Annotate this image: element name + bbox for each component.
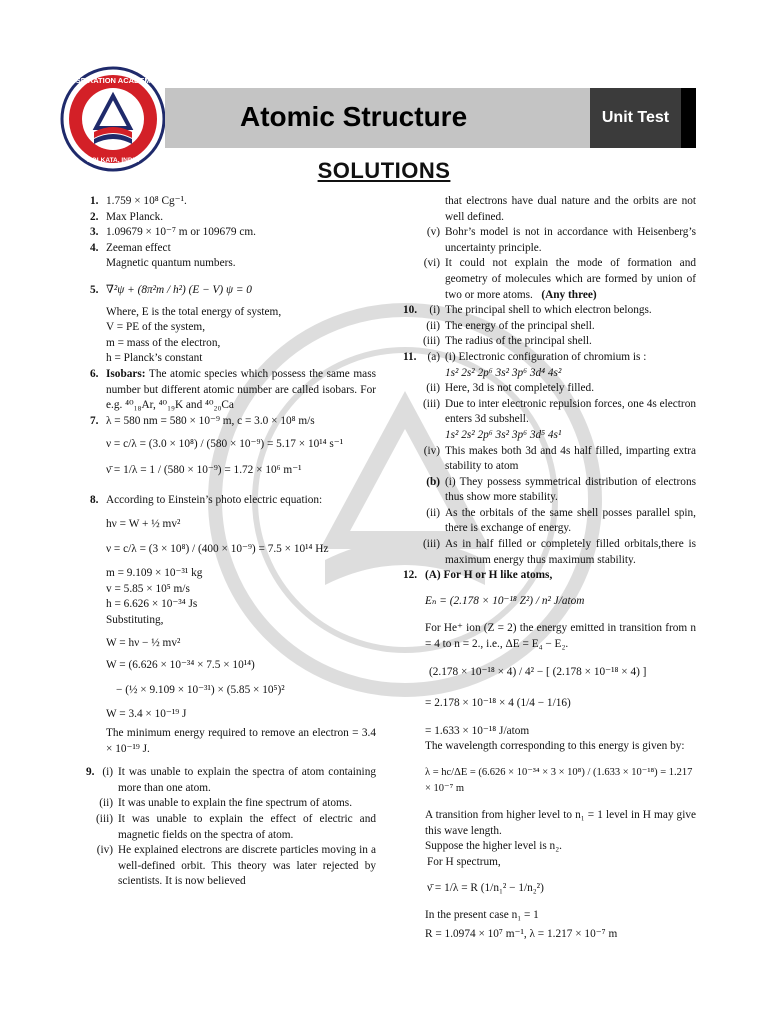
answer-5: 5. ∇²ψ + (8π²m / h²) (E − V) ψ = 0 bbox=[90, 283, 376, 299]
academy-logo bbox=[60, 66, 166, 172]
schrodinger-equation: ∇²ψ + (8π²m / h²) (E − V) ψ = 0 bbox=[106, 283, 252, 296]
answer-12-eq3: = 2.178 × 10⁻¹⁸ × 4 (1/4 − 1/16) bbox=[425, 697, 571, 710]
answer-7-eq2: ν̄ = 1/λ = 1 / (580 × 10⁻⁹) = 1.72 × 10⁶ m⁻¹ bbox=[106, 463, 302, 476]
logo-bottom-text: KOLKATA, INDIA bbox=[86, 157, 140, 164]
answer-8: 8. According to Einstein’s photo electric equation: bbox=[90, 493, 323, 506]
answer-9-iv: (iv) He explained electrons are discrete particles moving in a well-defined orbit. This theory was later rejected by scientists. It is now believed bbox=[96, 844, 376, 888]
answer-7: 7. λ = 580 nm = 580 × 10⁻⁹ m, c = 3.0 × 10⁸ m/s bbox=[90, 414, 315, 427]
answer-10-iii: (iii) The radius of the principal shell. bbox=[423, 335, 592, 348]
answer-10-i: (i) The principal shell to which electron belongs. bbox=[429, 304, 652, 317]
answer-11: 11. (a) (i) Electronic configuration of chromium is : 1s² 2s² 2p⁶ 3s² 3p⁶ 3d⁴ 4s² (ii) Here, 3d is not completely filled. (iii) Due to inter electronic repulsion forces, one 4s electron enters 3d subshell. 1s² 2s² 2p⁶ 3s² 3p⁶ 3d⁵ 4s¹ (iv) This makes both 3d and 4s half filled, imparting extra stability to atom bbox=[403, 350, 696, 475]
answer-8-eq9: − (½ × 9.109 × 10⁻³¹) × (5.85 × 10⁵)² bbox=[116, 683, 285, 696]
answer-9-vi: (vi) It could not explain the mode of formation and geometry of molecules which are formed by union of two or more atoms. (Any three) bbox=[423, 257, 696, 301]
answer-7-eq1: ν = c/λ = (3.0 × 10⁸) / (580 × 10⁻⁹) = 5.17 × 10¹⁴ s⁻¹ bbox=[106, 438, 344, 451]
answer-5-line3: m = mass of the electron, bbox=[106, 336, 221, 349]
tag-edge bbox=[681, 88, 696, 148]
answer-12: 12. (A) For H or H like atoms, bbox=[403, 569, 553, 582]
answer-8-eq8: W = (6.626 × 10⁻³⁴ × 7.5 × 10¹⁴) bbox=[106, 659, 255, 672]
answer-8-eq5: h = 6.626 × 10⁻³⁴ Js bbox=[106, 598, 198, 611]
answer-11-iii: (iii) Due to inter electronic repulsion forces, one 4s electron enters 3d subshell. 1s² 2s² 2p⁶ 3s² 3p⁶ 3d⁵ 4s¹ bbox=[423, 397, 696, 441]
answer-5-line2: V = PE of the system, bbox=[106, 321, 206, 334]
cr-config-2: 1s² 2s² 2p⁶ 3s² 3p⁶ 3d⁵ 4s¹ bbox=[445, 428, 562, 441]
answer-12-text4: Suppose the higher level is n₂. bbox=[425, 840, 562, 853]
answer-9-i: (i) It was unable to explain the spectra of atom containing more than one atom. bbox=[102, 766, 376, 794]
answer-2: 2. Max Planck. bbox=[90, 210, 164, 223]
answer-8-eq10: W = 3.4 × 10⁻¹⁹ J bbox=[106, 708, 187, 721]
answer-11-b: (b) (i) They possess symmetrical distribution of electrons thus show more stability. bbox=[426, 475, 696, 504]
answer-12-eq1: Eₙ = (2.178 × 10⁻¹⁸ Z²) / n² J/atom bbox=[425, 594, 585, 607]
answer-8-eq6: Substituting, bbox=[106, 614, 164, 627]
answer-12-eq7: R = 1.0974 × 10⁷ m⁻¹, λ = 1.217 × 10⁻⁷ m bbox=[425, 927, 618, 940]
answer-8-eq11: The minimum energy required to remove an electron = 3.4 × 10⁻¹⁹ J. bbox=[106, 727, 376, 755]
answer-12-text3: A transition from higher level to n₁ = 1 level in H may give this wave length. bbox=[425, 809, 696, 837]
answer-8-eq4: v = 5.85 × 10⁵ m/s bbox=[106, 582, 190, 595]
cr-config-1: 1s² 2s² 2p⁶ 3s² 3p⁶ 3d⁴ 4s² bbox=[445, 366, 562, 379]
unit-test-tag: Unit Test bbox=[590, 88, 681, 148]
answer-12-eq4: = 1.633 × 10⁻¹⁸ J/atom bbox=[425, 724, 530, 737]
answer-12-text5: For H spectrum, bbox=[427, 855, 501, 868]
answer-4: 4. Zeeman effect bbox=[90, 241, 171, 254]
answer-9: 9. (i) It was unable to explain the spectra of atom containing more than one atom. (ii) It was unable to explain the fine spectrum of atoms. (iii) It was unable to explain the effect of electric and magnetic fields on the spectra of atom. (iv) He explained electrons are discrete particles moving in a well-defined orbit. This theory was later rejected by scientists. It is now believed bbox=[90, 765, 376, 890]
right-column bbox=[403, 194, 696, 945]
answer-1: 1. 1.759 × 10⁸ Cg⁻¹. bbox=[90, 195, 187, 207]
logo-top-text: ASPIRATION ACADEMY bbox=[70, 76, 156, 85]
answer-5-line1: Where, E is the total energy of system, bbox=[106, 305, 282, 318]
answer-8-eq3: m = 9.109 × 10⁻³¹ kg bbox=[106, 567, 203, 580]
answer-4-line2: Magnetic quantum numbers. bbox=[106, 257, 236, 270]
answer-3: 3. 1.09679 × 10⁻⁷ m or 109679 cm. bbox=[90, 226, 256, 239]
answer-9-iii: (iii) It was unable to explain the effect of electric and magnetic fields on the spectra of atom. bbox=[96, 813, 376, 841]
answer-12-eq2: (2.178 × 10⁻¹⁸ × 4) / 4² − [ (2.178 × 10⁻¹⁸ × 4) ] bbox=[429, 665, 647, 678]
answer-11-b-iii: (iii) As in half filled or completely filled orbitals,there is maximum energy thus maximum stability. bbox=[423, 538, 696, 566]
chapter-title: Atomic Structure bbox=[240, 101, 468, 132]
answer-12-eq5: λ = hc/ΔE = (6.626 × 10⁻³⁴ × 3 × 10⁸) / (1.633 × 10⁻¹⁸) = 1.217 × 10⁻⁷ m bbox=[425, 767, 693, 794]
answer-12-text2: The wavelength corresponding to this energy is given by: bbox=[425, 740, 685, 753]
answer-9-v: (v) Bohr’s model is not in accordance with Heisenberg’s uncertainty principle. bbox=[426, 226, 696, 254]
answer-11-b-ii: (ii) As the orbitals of the same shell posses parallel spin, there is exchange of energy. bbox=[426, 506, 696, 535]
left-column bbox=[86, 194, 376, 890]
answer-12-text1: For He⁺ ion (Z = 2) the energy emitted in transition from n = 4 to n = 2., i.e., ΔE = E₄ − E₂. bbox=[425, 622, 696, 651]
answer-9-ii: (ii) It was unable to explain the fine spectrum of atoms. bbox=[99, 797, 353, 810]
answer-8-eq1: hν = W + ½ mv² bbox=[106, 518, 181, 531]
answer-11-iv: (iv) This makes both 3d and 4s half filled, imparting extra stability to atom bbox=[423, 444, 696, 473]
page-title: SOLUTIONS bbox=[317, 158, 451, 183]
answer-11-ii: (ii) Here, 3d is not completely filled. bbox=[426, 382, 595, 395]
answer-8-eq2: ν = c/λ = (3 × 10⁸) / (400 × 10⁻⁹) = 7.5 × 10¹⁴ Hz bbox=[106, 542, 329, 555]
answer-10: 10. (i) The principal shell to which electron belongs. (ii) The energy of the principal shell. (iii) The radius of the principal shell. bbox=[403, 303, 696, 350]
answer-11-a: (a) (i) Electronic configuration of chromium is : 1s² 2s² 2p⁶ 3s² 3p⁶ 3d⁴ 4s² bbox=[427, 350, 647, 379]
answer-10-ii: (ii) The energy of the principal shell. bbox=[426, 319, 595, 332]
answer-6: 6. Isobars: The atomic species which possess the same mass number but different atomic number are called isobars. For e.g. ⁴⁰₁₈Ar, ⁴⁰₁₉K and ⁴⁰₂₀Ca bbox=[90, 367, 376, 412]
answer-5-line4: h = Planck’s constant bbox=[106, 352, 203, 365]
answer-8-eq7: W = hν − ½ mv² bbox=[106, 636, 181, 649]
answer-12-text6: In the present case n₁ = 1 bbox=[425, 909, 539, 922]
answer-12-eq6: ν̄ = 1/λ = R (1/n₁² − 1/n₂²) bbox=[427, 881, 544, 894]
answer-9-continued: that electrons have dual nature and the orbits are not well defined. bbox=[445, 195, 696, 223]
